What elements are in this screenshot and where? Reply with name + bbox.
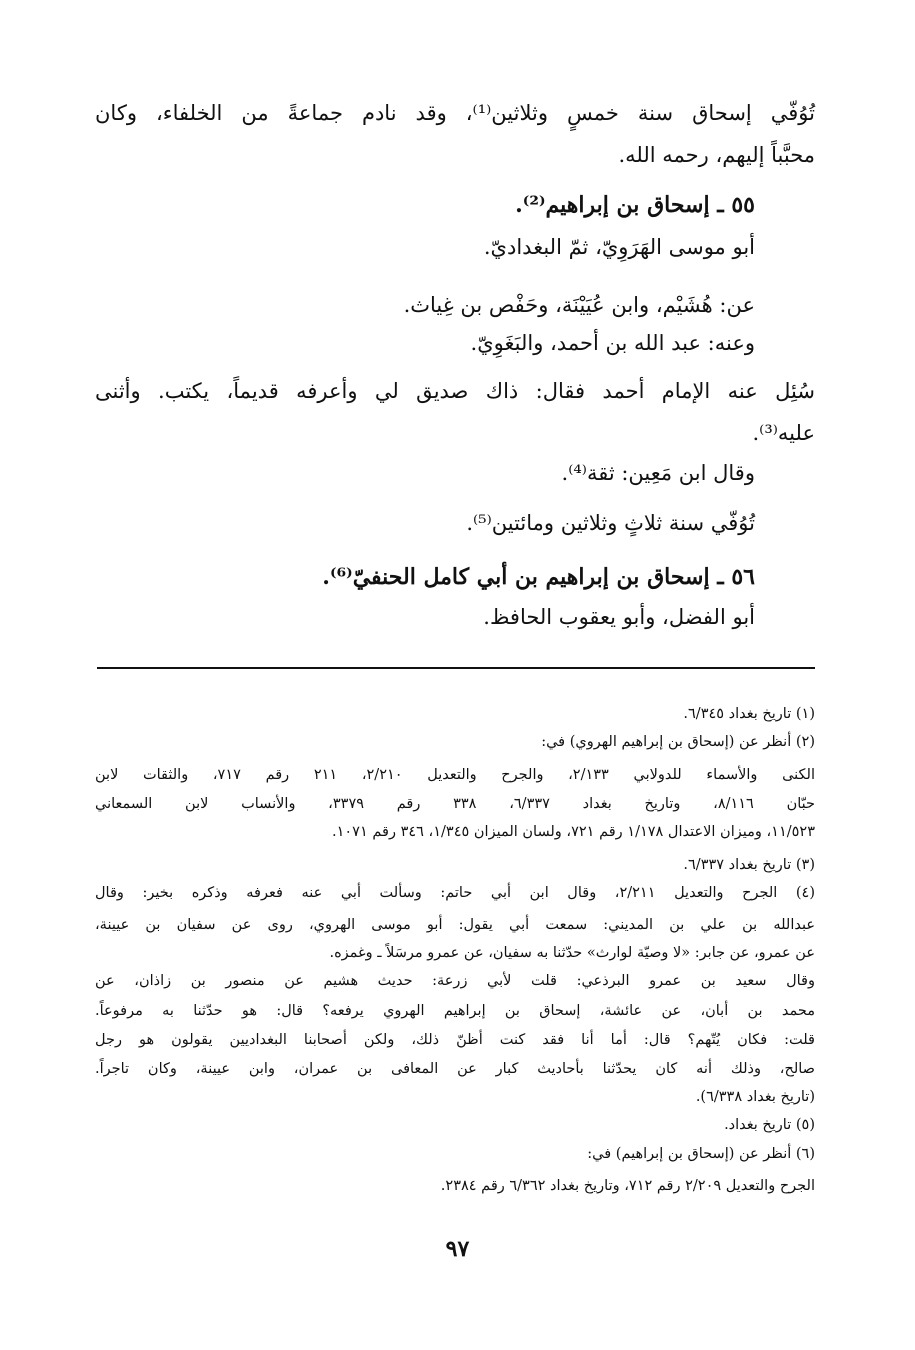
footnote-line: صالح، وذلك أنه كان يحدّثنا بأحاديث كبار عن المعافى بن عمران، وابن عيينة، وكان تاجراً. — [95, 1061, 815, 1077]
footnote-line: الكنى والأسماء للدولابي ٢/١٣٣، والجرح والتعديل ٢/٢١٠، ٢١١ رقم ٧١٧، والثقات لابن — [95, 767, 815, 783]
footnote-line: الجرح والتعديل ٢/٢٠٩ رقم ٧١٢، وتاريخ بغداد ٦/٣٦٢ رقم ٢٣٨٤. — [440, 1178, 815, 1194]
footnote-line: ١١/٥٢٣، وميزان الاعتدال ١/١٧٨ رقم ٧٢١، ولسان الميزان ١/٣٤٥، ٣٤٦ رقم ١٠٧١. — [331, 824, 815, 840]
footnote-3: (٣) تاريخ بغداد ٦/٣٣٧. — [683, 857, 815, 873]
main-text-line: وقال ابن مَعِين: ثقة⁽⁴⁾. — [561, 461, 755, 485]
footnote-6: (٦) أنظر عن (إسحاق بن إبراهيم) في: — [587, 1146, 815, 1162]
main-text-line: تُوُفّي إسحاق سنة خمسٍ وثلاثين⁽¹⁾، وقد نادم جماعةً من الخلفاء، وكان — [95, 101, 815, 125]
footnote-5: (٥) تاريخ بغداد. — [724, 1117, 815, 1133]
footnote-line: عن عمرو، عن جابر: «لا وصيّة لوارث» حدّثنا به سفيان، عن عمرو مرسَلاً ـ وغمزه. — [329, 945, 815, 961]
entry-heading-55: ٥٥ ـ إسحاق بن إبراهيم⁽²⁾. — [515, 192, 755, 218]
footnote-2: (٢) أنظر عن (إسحاق بن إبراهيم الهروي) في: — [541, 734, 815, 750]
main-text-line: وعنه: عبد الله بن أحمد، والبَغَوِيّ. — [470, 331, 755, 355]
main-text-line: محبَّباً إليهم، رحمه الله. — [618, 143, 815, 167]
main-text-line: عن: هُشَيْم، وابن عُيَيْنَة، وحَفْص بن غِياث. — [403, 293, 755, 317]
main-text-line: عليه⁽³⁾. — [752, 421, 815, 445]
entry-heading-56: ٥٦ ـ إسحاق بن إبراهيم بن أبي كامل الحنفيّ⁽⁶⁾. — [322, 564, 755, 590]
page-number: ٩٧ — [445, 1236, 470, 1262]
footnote-line: محمد بن أبان، عن عائشة، إسحاق بن إبراهيم الهروي يرفعه؟ قال: هو حدّثنا به مرفوعاً. — [95, 1003, 815, 1019]
footnote-line: وقال سعيد بن عمرو البرذعي: قلت لأبي زرعة: حديث هشيم عن منصور بن زاذان، عن — [95, 973, 815, 989]
footnote-1: (١) تاريخ بغداد ٦/٣٤٥. — [683, 706, 815, 722]
footnote-4: (٤) الجرح والتعديل ٢/٢١١، وقال ابن أبي حاتم: وسألت أبي عنه فعرفه وذكره بخير: وقال — [95, 885, 815, 901]
main-text-line: أبو الفضل، وأبو يعقوب الحافظ. — [483, 605, 755, 629]
footnote-line: قلت: فكان يُتّهم؟ قال: أما أنا فقد كنت أظنّ ذلك، ولكن أصحابنا البغداديين يقولون هو رجل — [95, 1032, 815, 1048]
main-text-line: سُئِل عنه الإمام أحمد فقال: ذاك صديق لي وأعرفه قديماً، يكتب. وأثنى — [95, 379, 815, 403]
footnote-line: عبدالله بن علي بن المديني: سمعت أبي يقول: أبو موسى الهروي، روى عن سفيان بن عيينة، — [95, 917, 815, 933]
footnote-line: (تاريخ بغداد ٦/٣٣٨). — [695, 1089, 815, 1105]
main-text-line: أبو موسى الهَرَوِيّ، ثمّ البغداديّ. — [483, 235, 755, 259]
main-text-line: تُوُفّي سنة ثلاثٍ وثلاثين ومائتين⁽⁵⁾. — [466, 511, 755, 535]
footnote-divider — [97, 667, 815, 669]
footnote-line: حبّان ٨/١١٦، وتاريخ بغداد ٦/٣٣٧، ٣٣٨ رقم ٣٣٧٩، والأنساب لابن السمعاني — [95, 796, 815, 812]
